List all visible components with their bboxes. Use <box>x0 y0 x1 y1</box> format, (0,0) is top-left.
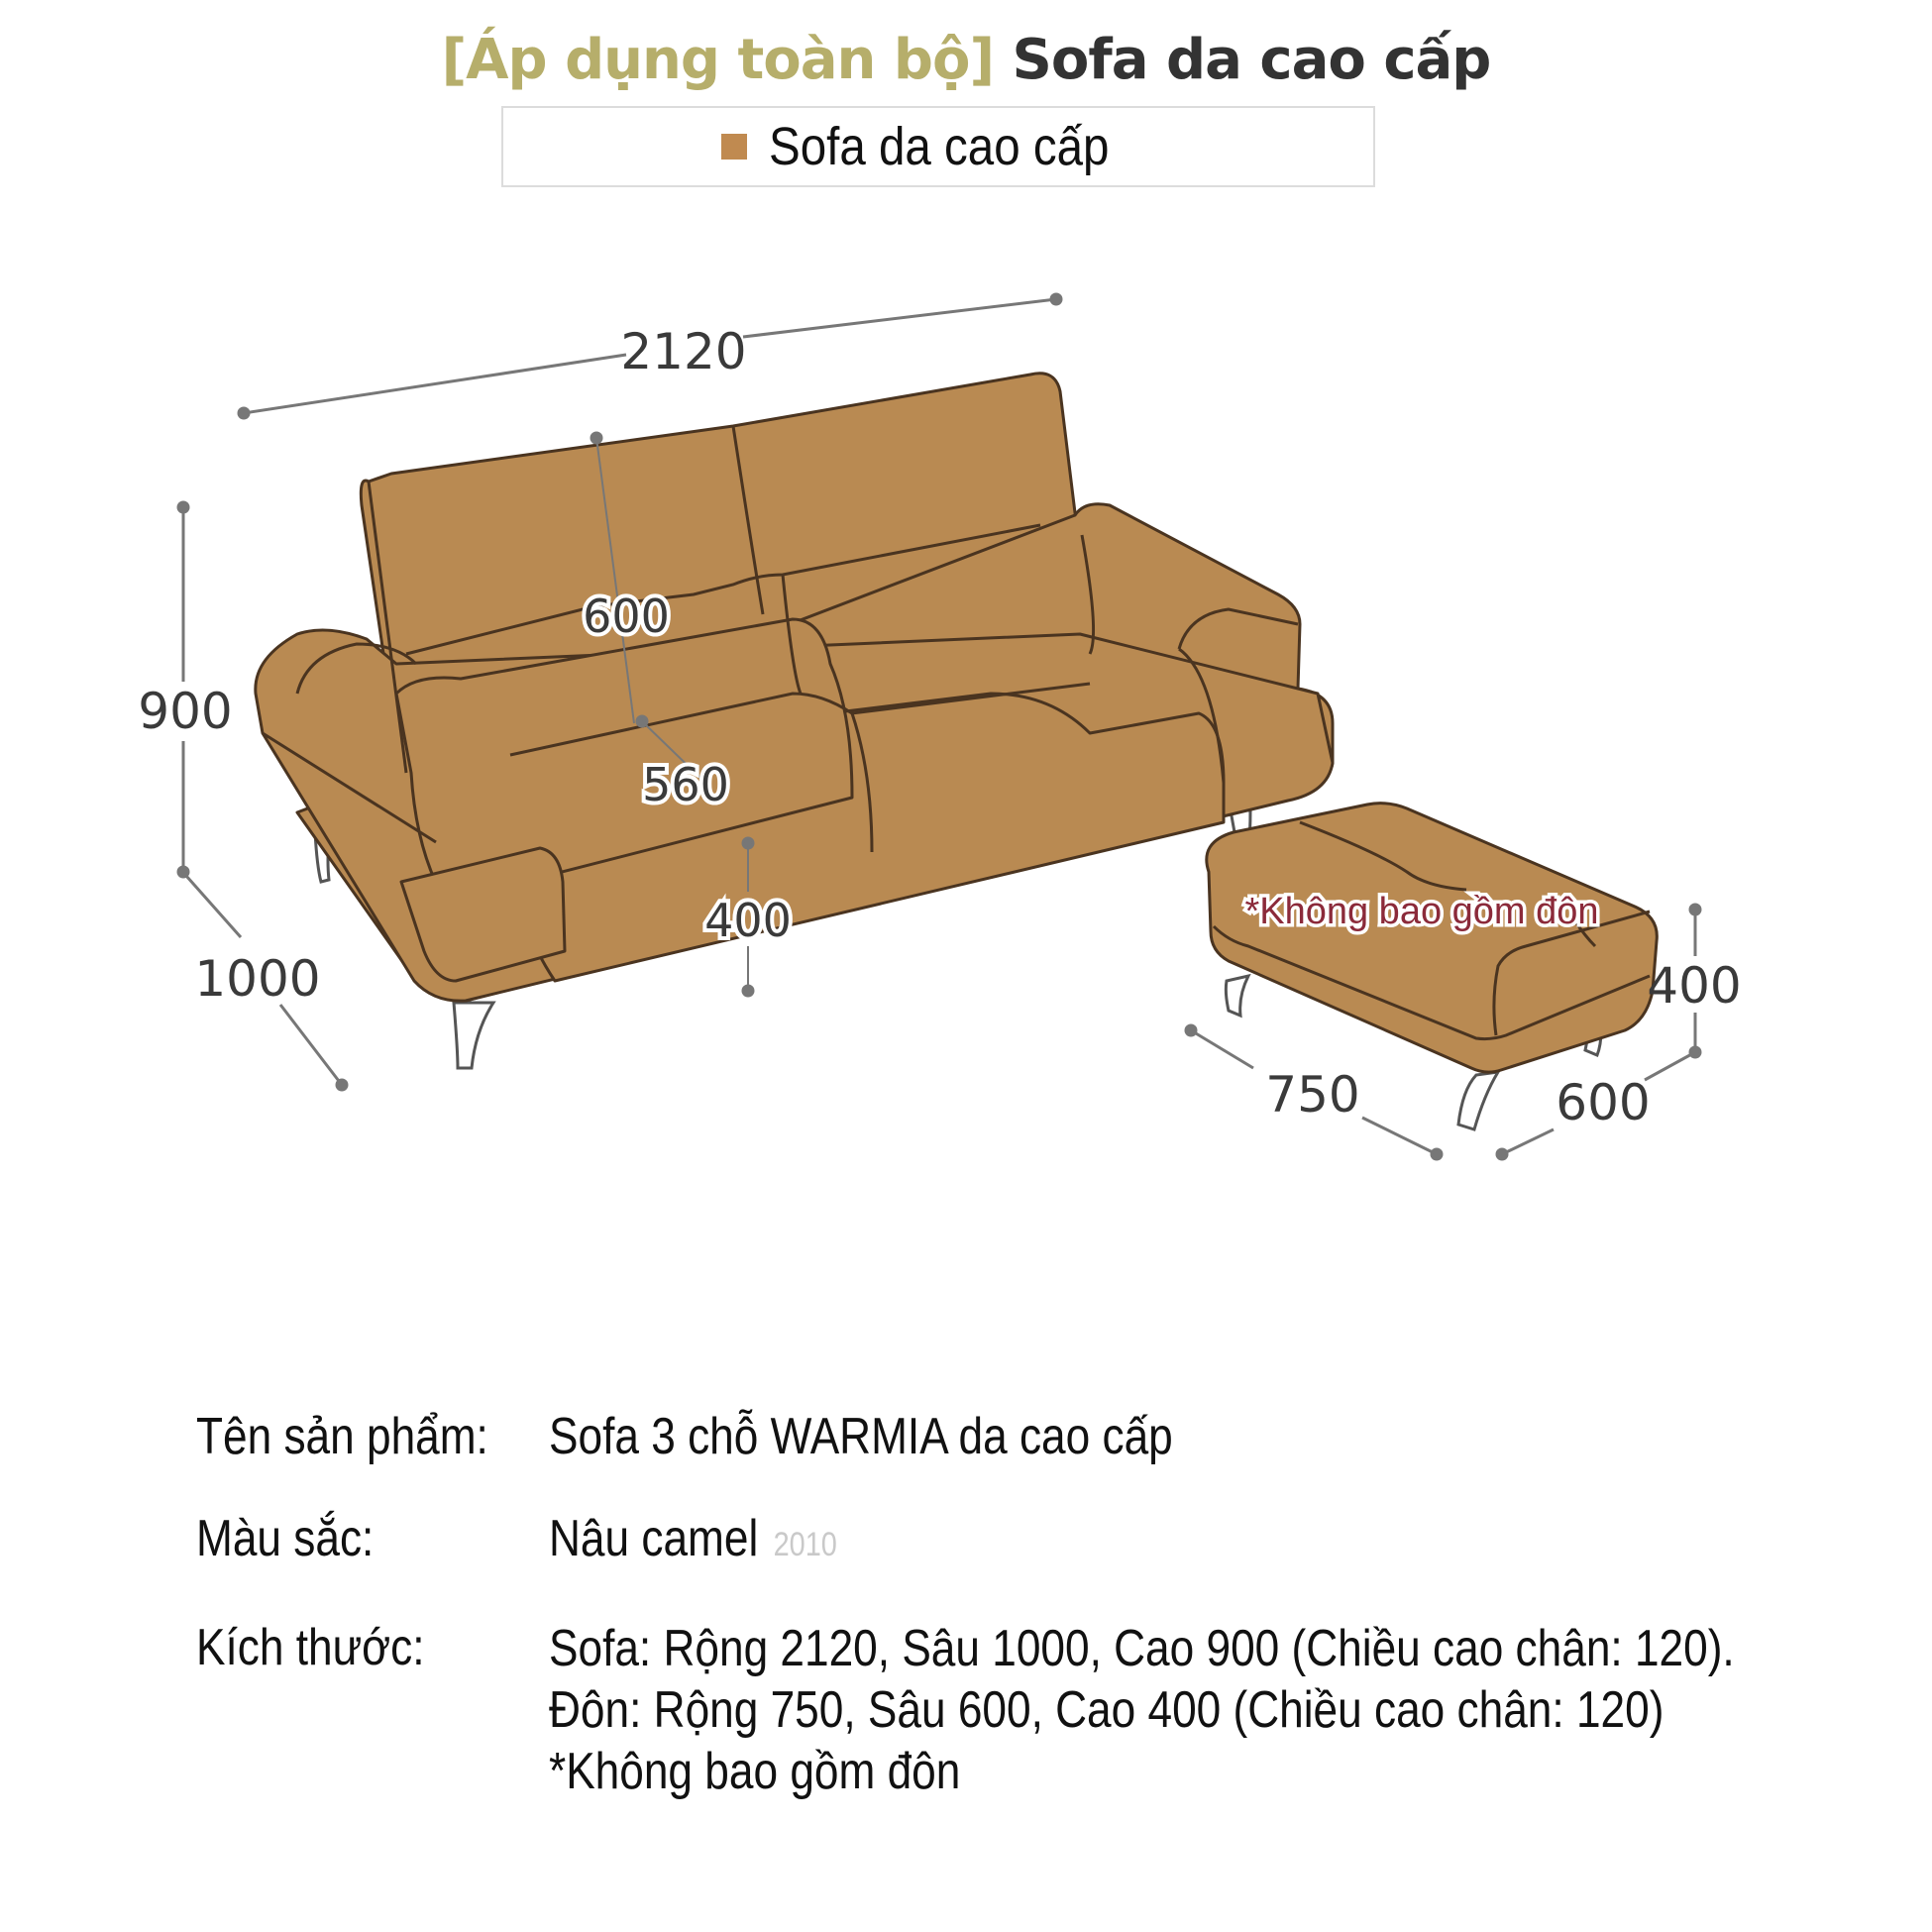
dim-sofa-width: 2120 <box>620 323 747 380</box>
dim-seat-depth: 560 <box>642 758 729 811</box>
dim-sofa-height: 900 <box>138 683 233 740</box>
variant-label: Sofa da cao cấp <box>768 117 1110 176</box>
ottoman-note: *Không bao gồm đôn <box>1244 891 1599 932</box>
ottoman-body <box>1207 804 1658 1072</box>
dim-ottoman-width: 750 <box>1265 1066 1360 1124</box>
sofa-body <box>256 374 1333 1001</box>
spec-color-value-wrap <box>549 1509 837 1568</box>
spec-size-line: Đôn: Rộng 750, Sâu 600, Cao 400 (Chiều cao chân: 120) <box>549 1681 1664 1739</box>
dim-seat-height: 400 <box>704 894 792 947</box>
spec-size-line: Sofa: Rộng 2120, Sâu 1000, Cao 900 (Chiều cao chân: 120). <box>549 1620 1735 1677</box>
spec-size-values <box>549 1618 1735 1802</box>
dim-sofa-depth: 1000 <box>194 950 321 1008</box>
spec-color-faint: 2010 <box>773 1526 837 1563</box>
spec-size-label: Kích thước: <box>196 1619 425 1676</box>
spec-color-value: Nâu camel <box>549 1510 759 1567</box>
spec-color-label: Màu sắc: <box>196 1510 375 1567</box>
dim-ottoman-height: 400 <box>1647 957 1742 1015</box>
dim-back-height: 600 <box>583 590 670 643</box>
spec-size-line: *Không bao gồm đôn <box>549 1743 961 1800</box>
spec-name-value: Sofa 3 chỗ WARMIA da cao cấp <box>549 1408 1173 1465</box>
dim-ottoman-depth: 600 <box>1556 1074 1651 1131</box>
title-tag: [Áp dụng toàn bộ] <box>441 28 995 92</box>
title-main: Sofa da cao cấp <box>1012 28 1491 92</box>
spec-name-label: Tên sản phẩm: <box>196 1408 488 1465</box>
